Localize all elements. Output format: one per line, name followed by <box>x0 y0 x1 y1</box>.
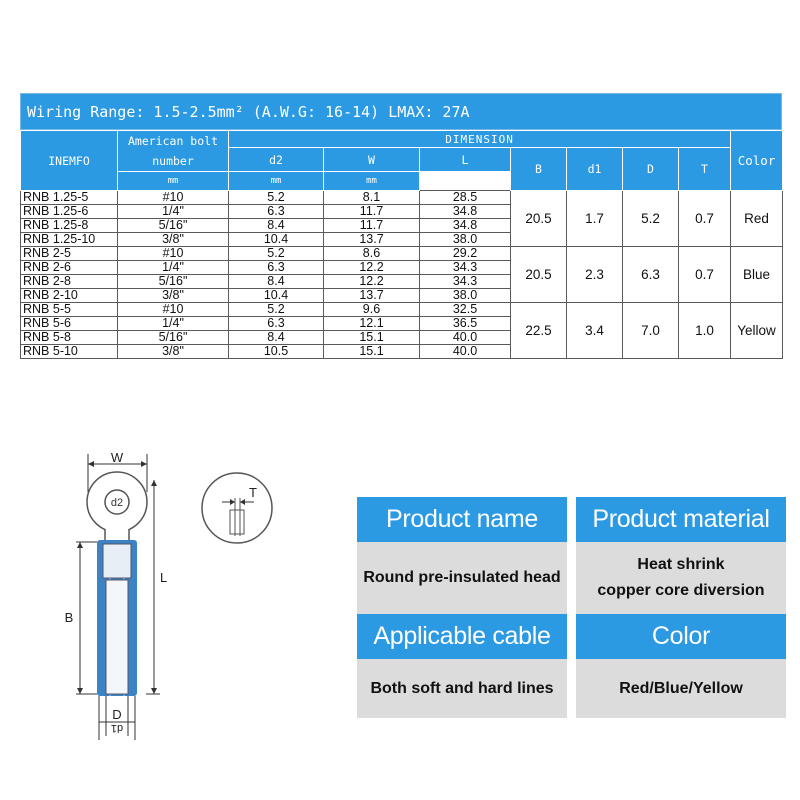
bolt-cell: 3/8" <box>118 233 229 247</box>
d2-cell: 6.3 <box>229 317 324 331</box>
d1-cell: 1.7 <box>567 191 623 247</box>
d1-cell: 2.3 <box>567 247 623 303</box>
label-l: L <box>160 570 168 585</box>
header-d: D <box>623 148 679 191</box>
header-bolt: American bolt number <box>118 131 229 172</box>
bolt-cell: 5/16" <box>118 275 229 289</box>
l-cell: 28.5 <box>420 191 511 205</box>
label-d1: d1 <box>110 722 124 734</box>
card-value: Round pre-insulated head <box>363 569 561 586</box>
card-value: Heat shrink <box>637 556 725 573</box>
label-d: D <box>112 707 122 722</box>
header-model: INEMFO <box>21 131 118 191</box>
bolt-cell: 3/8" <box>118 345 229 359</box>
d2-cell: 5.2 <box>229 247 324 261</box>
l-cell: 36.5 <box>420 317 511 331</box>
d2-cell: 8.4 <box>229 275 324 289</box>
wiring-range-banner: Wiring Range: 1.5-2.5mm² (A.W.G: 16-14) LMAX: 27A <box>20 93 782 130</box>
model-cell: RNB 2-10 <box>21 289 118 303</box>
w-cell: 12.2 <box>324 261 420 275</box>
color-cell: Yellow <box>731 303 783 359</box>
header-b: B <box>511 148 567 191</box>
d2-cell: 8.4 <box>229 219 324 233</box>
w-cell: 11.7 <box>324 205 420 219</box>
w-cell: 13.7 <box>324 233 420 247</box>
bolt-cell: #10 <box>118 303 229 317</box>
label-w: W <box>110 450 124 465</box>
label-t: T <box>249 485 257 500</box>
card-title: Applicable cable <box>357 614 567 659</box>
header-w: W <box>324 148 420 172</box>
l-cell: 29.2 <box>420 247 511 261</box>
product-name-card <box>357 497 567 614</box>
l-cell: 38.0 <box>420 233 511 247</box>
card-value: copper core diversion <box>597 582 765 599</box>
model-cell: RNB 5-5 <box>21 303 118 317</box>
w-cell: 13.7 <box>324 289 420 303</box>
header-dimension: DIMENSION <box>229 131 731 148</box>
l-cell: 32.5 <box>420 303 511 317</box>
unit-label: mm <box>229 172 324 191</box>
d-cell: 6.3 <box>623 247 679 303</box>
card-title: Product name <box>357 497 567 542</box>
applicable-cable-card <box>357 614 567 718</box>
unit-label: mm <box>324 172 420 191</box>
d-cell: 5.2 <box>623 191 679 247</box>
bolt-cell: #10 <box>118 191 229 205</box>
label-d2: d2 <box>110 497 124 509</box>
bolt-cell: 1/4" <box>118 261 229 275</box>
header-color: Color <box>731 131 783 191</box>
model-cell: RNB 5-6 <box>21 317 118 331</box>
w-cell: 12.1 <box>324 317 420 331</box>
d2-cell: 10.5 <box>229 345 324 359</box>
model-cell: RNB 1.25-10 <box>21 233 118 247</box>
card-title: Color <box>576 614 786 659</box>
model-cell: RNB 1.25-6 <box>21 205 118 219</box>
l-cell: 34.8 <box>420 205 511 219</box>
card-title: Product material <box>576 497 786 542</box>
bolt-cell: 5/16" <box>118 219 229 233</box>
b-cell: 22.5 <box>511 303 567 359</box>
d2-cell: 5.2 <box>229 191 324 205</box>
color-cell: Blue <box>731 247 783 303</box>
header-d2: d2 <box>229 148 324 172</box>
t-cell: 0.7 <box>679 191 731 247</box>
table-row <box>21 303 783 317</box>
bolt-cell: 1/4" <box>118 317 229 331</box>
table-row <box>21 247 783 261</box>
model-cell: RNB 2-5 <box>21 247 118 261</box>
l-cell: 34.8 <box>420 219 511 233</box>
spec-table <box>20 93 782 359</box>
d2-cell: 8.4 <box>229 331 324 345</box>
l-cell: 40.0 <box>420 345 511 359</box>
w-cell: 15.1 <box>324 345 420 359</box>
table-row <box>21 191 783 205</box>
b-cell: 20.5 <box>511 247 567 303</box>
unit-label: mm <box>118 172 229 191</box>
color-cell: Red <box>731 191 783 247</box>
d2-cell: 10.4 <box>229 233 324 247</box>
model-cell: RNB 1.25-5 <box>21 191 118 205</box>
l-cell: 40.0 <box>420 331 511 345</box>
model-cell: RNB 2-6 <box>21 261 118 275</box>
color-card <box>576 614 786 718</box>
header-l: L <box>420 148 511 172</box>
d2-cell: 5.2 <box>229 303 324 317</box>
b-cell: 20.5 <box>511 191 567 247</box>
card-value: Both soft and hard lines <box>370 679 554 697</box>
d1-cell: 3.4 <box>567 303 623 359</box>
dimension-table <box>20 130 783 359</box>
bolt-cell: 1/4" <box>118 205 229 219</box>
product-material-card <box>576 497 786 614</box>
model-cell: RNB 2-8 <box>21 275 118 289</box>
bolt-cell: #10 <box>118 247 229 261</box>
w-cell: 12.2 <box>324 275 420 289</box>
model-cell: RNB 1.25-8 <box>21 219 118 233</box>
bolt-cell: 3/8" <box>118 289 229 303</box>
w-cell: 11.7 <box>324 219 420 233</box>
model-cell: RNB 5-8 <box>21 331 118 345</box>
header-t: T <box>679 148 731 191</box>
d2-cell: 6.3 <box>229 205 324 219</box>
l-cell: 34.3 <box>420 275 511 289</box>
t-cell: 0.7 <box>679 247 731 303</box>
t-cell: 1.0 <box>679 303 731 359</box>
l-cell: 34.3 <box>420 261 511 275</box>
l-cell: 38.0 <box>420 289 511 303</box>
w-cell: 9.6 <box>324 303 420 317</box>
label-b: B <box>64 610 74 625</box>
header-d1: d1 <box>567 148 623 191</box>
w-cell: 15.1 <box>324 331 420 345</box>
w-cell: 8.6 <box>324 247 420 261</box>
model-cell: RNB 5-10 <box>21 345 118 359</box>
d2-cell: 10.4 <box>229 289 324 303</box>
terminal-dimension-diagram <box>50 440 350 760</box>
card-value: Red/Blue/Yellow <box>619 679 743 697</box>
d2-cell: 6.3 <box>229 261 324 275</box>
w-cell: 8.1 <box>324 191 420 205</box>
bolt-cell: 5/16" <box>118 331 229 345</box>
d-cell: 7.0 <box>623 303 679 359</box>
